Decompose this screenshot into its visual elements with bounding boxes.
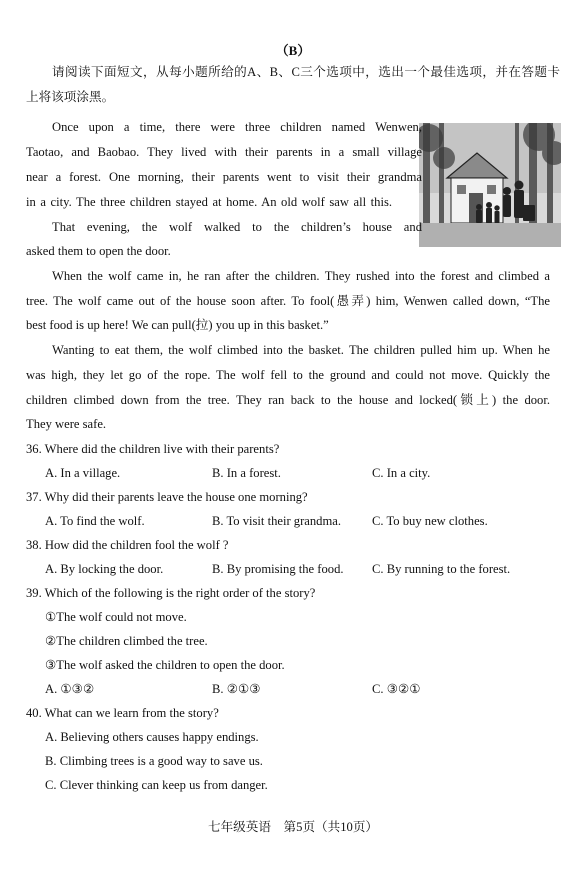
question-37-option-b[interactable]: B. To visit their grandma. xyxy=(212,514,342,528)
passage-line-10: Wanting to eat them, the wolf climbed into the basket. The children pulled him up. When he xyxy=(52,343,550,357)
instructions-line-2: 上将该项涂黑。 xyxy=(26,90,115,104)
passage-line-1: Once upon a time, there were three children named Wenwen, xyxy=(52,120,422,134)
question-39-stem: 39. Which of the following is the right order of the story? xyxy=(26,586,316,600)
instructions-line-1: 请阅读下面短文，从每小题所给的A、B、C三个选项中，选出一个最佳选项，并在答题卡 xyxy=(52,65,560,79)
passage-line-7: When the wolf came in, he ran after the children. They rushed into the forest and climbed a xyxy=(52,269,550,283)
question-39-option-c[interactable]: C. ③②① xyxy=(372,682,421,696)
passage-line-5: That evening, the wolf walked to the children’s house and xyxy=(52,220,422,234)
passage-line-12: children climbed down from the tree. They ran back to the house and locked(锁上) the door. xyxy=(26,393,550,407)
question-37-option-a[interactable]: A. To find the wolf. xyxy=(45,514,145,528)
question-36-option-b[interactable]: B. In a forest. xyxy=(212,466,281,480)
passage-line-2: Taotao, and Baobao. They lived with their parents in a small village xyxy=(26,145,422,159)
question-36-stem: 36. Where did the children live with their parents? xyxy=(26,442,280,456)
question-37-stem: 37. Why did their parents leave the house one morning? xyxy=(26,490,308,504)
question-38-stem: 38. How did the children fool the wolf ? xyxy=(26,538,229,552)
question-39-item-1: ①The wolf could not move. xyxy=(45,610,187,624)
story-illustration xyxy=(419,123,561,247)
page-footer: 七年级英语 第5页（共10页） xyxy=(207,820,378,834)
question-40-option-a[interactable]: A. Believing others causes happy endings. xyxy=(45,730,259,744)
question-37-option-c[interactable]: C. To buy new clothes. xyxy=(372,514,488,528)
passage-line-6: asked them to open the door. xyxy=(26,244,171,258)
question-40-option-c[interactable]: C. Clever thinking can keep us from danger. xyxy=(45,778,268,792)
question-40-stem: 40. What can we learn from the story? xyxy=(26,706,219,720)
question-40-option-b[interactable]: B. Climbing trees is a good way to save us. xyxy=(45,754,263,768)
question-38-option-b[interactable]: B. By promising the food. xyxy=(212,562,344,576)
passage-line-13: They were safe. xyxy=(26,417,107,431)
section-title: （B） xyxy=(275,43,311,58)
question-39-item-3: ③The wolf asked the children to open the door. xyxy=(45,658,285,672)
question-39-option-a[interactable]: A. ①③② xyxy=(45,682,95,696)
passage-line-9: best food is up here! We can pull(拉) you up in this basket.” xyxy=(26,318,329,332)
question-39-option-b[interactable]: B. ②①③ xyxy=(212,682,261,696)
passage-line-3: near a forest. One morning, their parents went to visit their grandma xyxy=(26,170,422,184)
question-38-option-c[interactable]: C. By running to the forest. xyxy=(372,562,511,576)
question-39-item-2: ②The children climbed the tree. xyxy=(45,634,208,648)
question-38-option-a[interactable]: A. By locking the door. xyxy=(45,562,164,576)
passage-line-4: in a city. The three children stayed at home. An old wolf saw all this. xyxy=(26,195,392,209)
question-36-option-c[interactable]: C. In a city. xyxy=(372,466,431,480)
passage-line-11: was high, they let go of the rope. The wolf fell to the ground and could not move. Quickly the xyxy=(26,368,550,382)
passage-line-8: tree. The wolf came out of the house soon after. To fool(愚弄) him, Wenwen called down, “The xyxy=(26,294,550,308)
question-36-option-a[interactable]: A. In a village. xyxy=(45,466,121,480)
